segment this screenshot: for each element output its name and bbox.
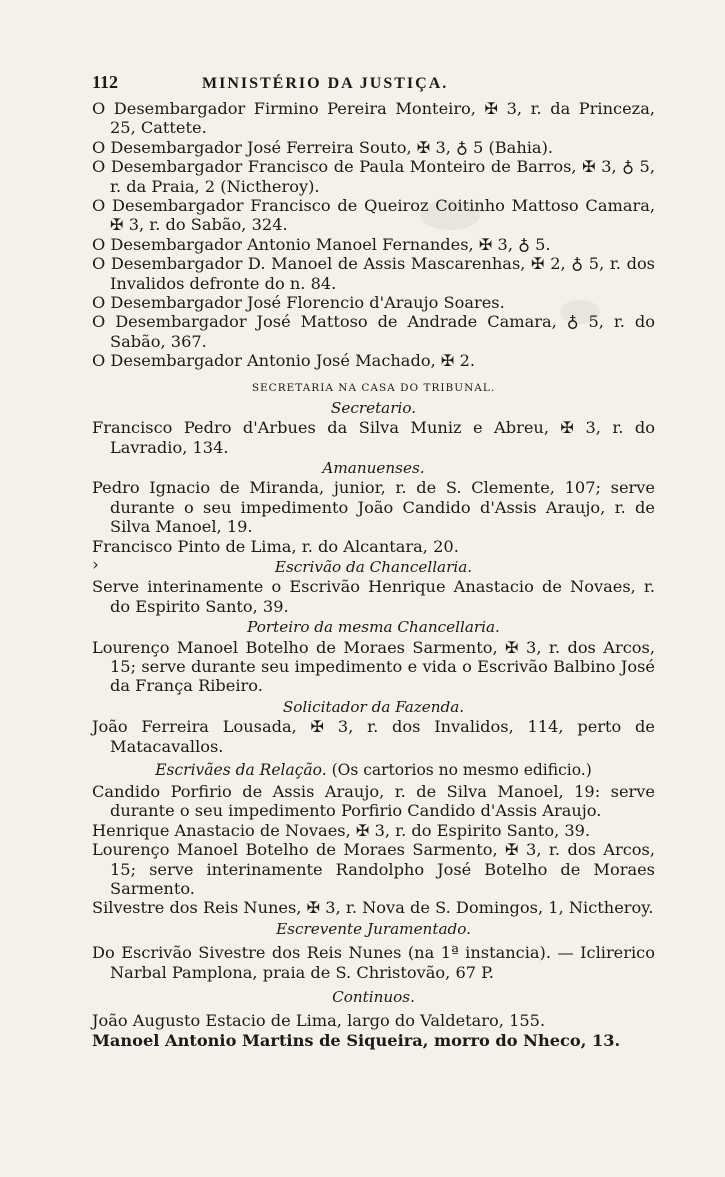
escrevente-entry: Do Escrivão Sivestre dos Reis Nunes (na 1ª instancia). — Iclirerico Narbal Pamplona, praia de S. Christovão, 67 P.: [92, 943, 655, 982]
page-number: 112: [92, 72, 119, 92]
subhead-continuos: Continuos.: [332, 988, 415, 1007]
porteiro-entry: Lourenço Manoel Botelho de Moraes Sarmento, ✠ 3, r. dos Arcos, 15; serve durante seu impedimento e vida o Escrivão Balbino José da França Ribeiro.: [92, 637, 655, 696]
list-item: O Desembargador Antonio José Machado, ✠ 2.: [92, 351, 476, 371]
list-item: Henrique Anastacio de Novaes, ✠ 3, r. do Espirito Santo, 39.: [92, 820, 591, 840]
list-item: O Desembargador José Florencio d'Araujo Soares.: [92, 293, 505, 313]
paper-stain: [560, 300, 600, 324]
secretario-entry: Francisco Pedro d'Arbues da Silva Muniz e Abreu, ✠ 3, r. do Lavradio, 134.: [92, 418, 655, 457]
escrivaes-note: (Os cartorios no mesmo edificio.): [331, 761, 592, 779]
list-item: O Desembargador Antonio Manoel Fernandes, ✠ 3, ♁ 5.: [92, 234, 551, 254]
paper-stain: [420, 200, 480, 230]
list-item: O Desembargador José Ferreira Souto, ✠ 3, ♁ 5 (Bahia).: [92, 137, 554, 157]
subhead-escrivaes-relacao: [92, 760, 655, 780]
subhead-escrivao-chancellaria: Escrivão da Chancellaria.: [274, 557, 473, 576]
subhead-porteiro: Porteiro da mesma Chancellaria.: [247, 618, 500, 637]
subhead-solicitador: Solicitador da Fazenda.: [282, 697, 465, 716]
list-item: O Desembargador José Mattoso de Andrade Camara, ♁ 5, r. do Sabão, 367.: [92, 312, 655, 351]
solicitador-entry: João Ferreira Lousada, ✠ 3, r. dos Invalidos, 114, perto de Matacavallos.: [92, 717, 655, 756]
subhead-secretario: Secretario.: [330, 398, 417, 417]
running-title: MINISTÉRIO DA JUSTIÇA.: [202, 75, 449, 92]
subhead-amanuenses: Amanuenses.: [322, 458, 425, 477]
list-item: Silvestre dos Reis Nunes, ✠ 3, r. Nova de S. Domingos, 1, Nictheroy.: [92, 898, 654, 918]
section-title-secretaria: SECRETARIA NA CASA DO TRIBUNAL.: [251, 381, 496, 394]
list-item: Manoel Antonio Martins de Siqueira, morro do Nheco, 13.: [92, 1030, 621, 1050]
desembargadores-list: [92, 99, 655, 371]
page-header: [92, 72, 655, 93]
margin-mark: ›: [92, 554, 99, 575]
list-item: Candido Porfirio de Assis Araujo, r. de Silva Manoel, 19: serve durante o seu impedimento Porfirio Candido d'Assis Araujo.: [92, 782, 655, 821]
list-item: João Augusto Estacio de Lima, largo do Valdetaro, 155.: [92, 1011, 546, 1031]
list-item: O Desembargador Firmino Pereira Monteiro, ✠ 3, r. da Princeza, 25, Cattete.: [92, 99, 655, 138]
list-item: Pedro Ignacio de Miranda, junior, r. de S. Clemente, 107; serve durante o seu impedimento João Candido d'Assis Araujo, r. de Silva Manoel, 19.: [92, 478, 655, 537]
escrivaes-label: Escrivães da Relação.: [155, 761, 327, 779]
list-item: O Desembargador D. Manoel de Assis Mascarenhas, ✠ 2, ♁ 5, r. dos Invalidos defronte do n. 84.: [92, 254, 655, 293]
list-item: O Desembargador Francisco de Queiroz Coitinho Mattoso Camara, ✠ 3, r. do Sabão, 324.: [92, 196, 655, 235]
list-item: O Desembargador Francisco de Paula Monteiro de Barros, ✠ 3, ♁ 5, r. da Praia, 2 (Nictheroy).: [92, 157, 655, 196]
list-item: Francisco Pinto de Lima, r. do Alcantara, 20.: [92, 536, 459, 556]
subhead-escrevente: Escrevente Juramentado.: [276, 919, 471, 938]
escrivao-entry: Serve interinamente o Escrivão Henrique Anastacio de Novaes, r. do Espirito Santo, 39.: [92, 577, 655, 616]
list-item: Lourenço Manoel Botelho de Moraes Sarmento, ✠ 3, r. dos Arcos, 15; serve interinamente Randolpho José Botelho de Moraes Sarmento.: [92, 840, 655, 899]
